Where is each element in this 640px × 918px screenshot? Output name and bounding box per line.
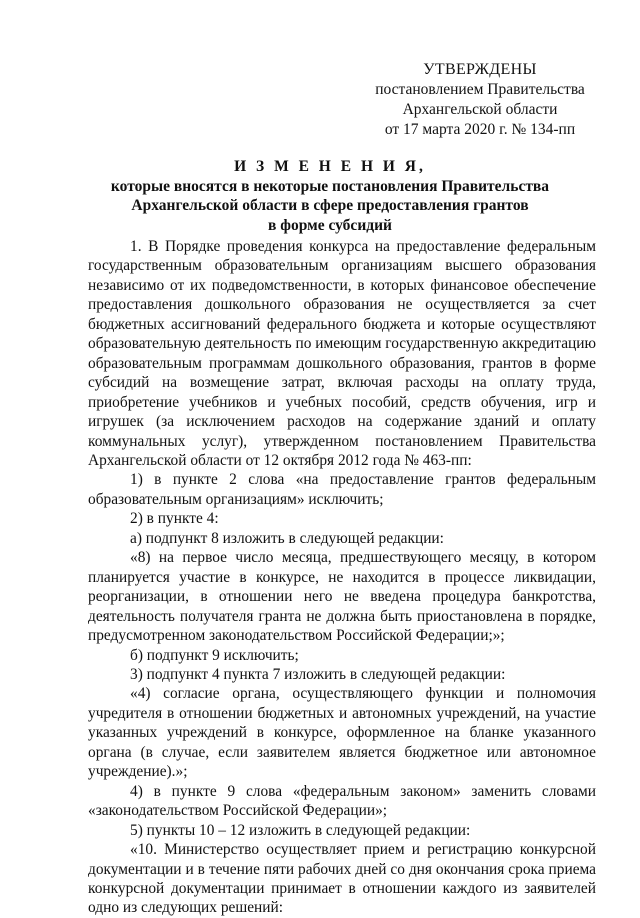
paragraph: «4) согласие органа, осуществляющего функции и полномочия учредителя в отношении бюджетных и автономных учреждений, на участие указанных учреждений в конкурсе, оформленное на бланке указанного органа (в случае, если заявителем является бюджетное или автономное учреждение).»; bbox=[88, 685, 596, 781]
title-line: которые вносятся в некоторые постановления Правительства bbox=[110, 177, 550, 195]
paragraph: «10. Министерство осуществляет прием и регистрацию конкурсной документации и в течение пяти рабочих дней со дня окончания срока приема конкурсной документации принимает в отношении каждого из заявителей одно из следующих решений: bbox=[88, 841, 596, 917]
paragraph: 1) в пункте 2 слова «на предоставление грантов федеральным образовательным организациям» исключить; bbox=[88, 471, 596, 508]
title-line: в форме субсидий bbox=[268, 216, 392, 234]
title-line: Архангельской области в сфере предоставления грантов bbox=[131, 197, 529, 214]
paragraph: 5) пункты 10 – 12 изложить в следующей редакции: bbox=[130, 821, 471, 839]
paragraph: 3) подпункт 4 пункта 7 изложить в следующей редакции: bbox=[130, 665, 506, 683]
paragraph: 1. В Порядке проведения конкурса на предоставление федеральным государственным образовательным организациям высшего образования независимо от их подведомственности, в которых финансовое обеспечение предоставления дошкольного образования не осуществляется за счет бюджетных ассигнований федерального бюджета и которые осуществляют образовательную деятельность по имеющим государственную аккредитацию образовательным программам дошкольного образования, грантов в форме субсидий на возмещение затрат, включая расходы на оплату труда, приобретение учебников и учебных пособий, средств обучения, игр и игрушек (за исключением расходов на содержание зданий и оплату коммунальных услуг), утвержденном постановлением Правительства Архангельской области от 12 октября 2012 года № 463-пп: bbox=[88, 238, 596, 469]
paragraph: 2) в пункте 4: bbox=[130, 510, 219, 528]
paragraph: 4) в пункте 9 слова «федеральным законом» заменить словами «законодательством Российской Федерации»; bbox=[88, 782, 596, 820]
paragraph: б) подпункт 9 исключить; bbox=[130, 646, 299, 664]
approval-line: Архангельской области bbox=[402, 101, 558, 118]
document-body bbox=[88, 237, 596, 918]
paragraph: а) подпункт 8 изложить в следующей редакции: bbox=[130, 529, 444, 547]
approval-block bbox=[360, 60, 600, 140]
approval-line: от 17 марта 2020 г. № 134-пп bbox=[384, 121, 576, 138]
approval-heading: УТВЕРЖДЕНЫ bbox=[423, 61, 537, 78]
document-title bbox=[60, 157, 600, 235]
title-heading: И З М Е Н Е Н И Я, bbox=[234, 158, 426, 175]
approval-line: постановлением Правительства bbox=[375, 81, 585, 98]
paragraph: «8) на первое число месяца, предшествующего месяцу, в котором планируется участие в конкурсе, не находится в процессе ликвидации, реорганизации, в отношении него не введена процедура банкротства, деятельность получателя гранта не должна быть приостановлена в порядке, предусмотренном законодательством Российской Федерации;»; bbox=[88, 549, 596, 645]
